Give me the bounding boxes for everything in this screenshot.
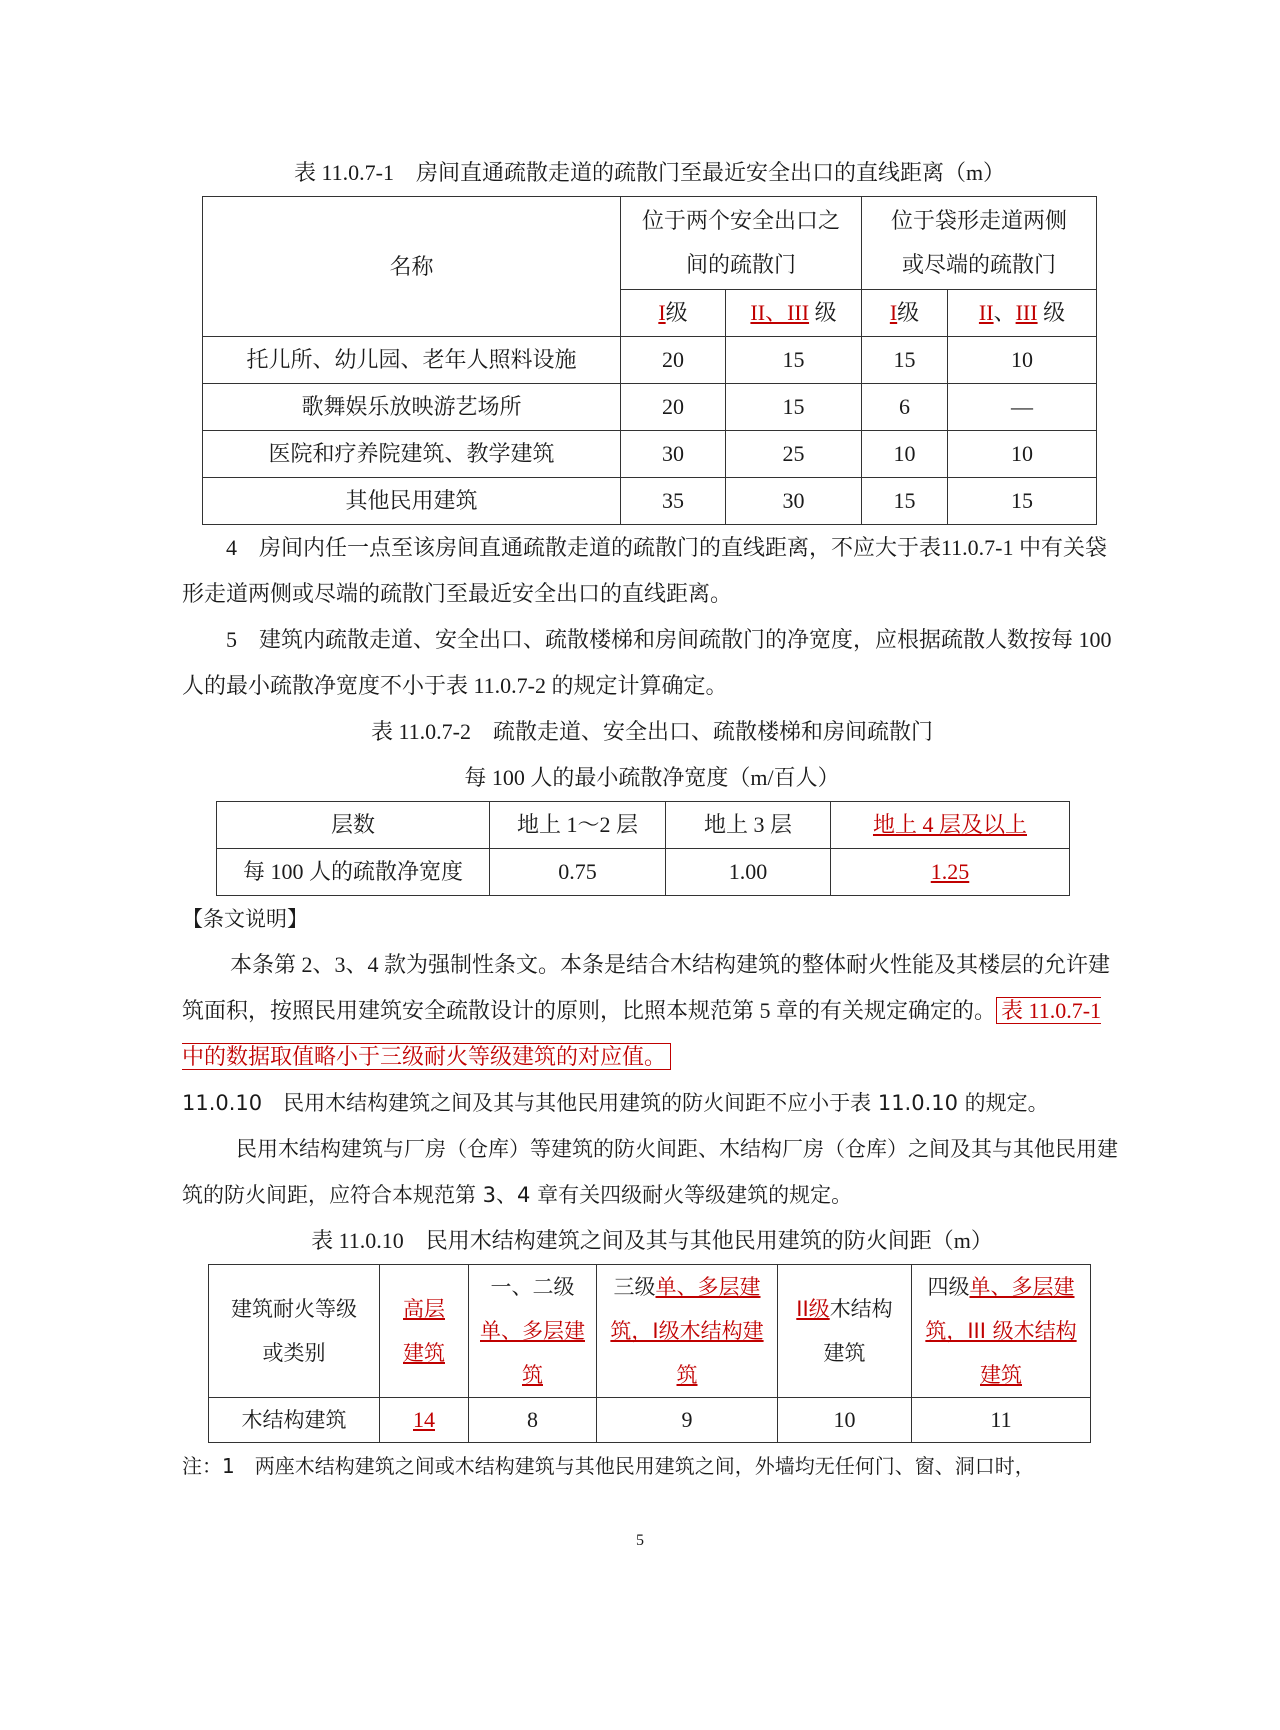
table1-caption: 表 11.0.7-1 房间直通疏散走道的疏散门至最近安全出口的直线距离（m）	[293, 160, 1006, 185]
header-group1: 位于两个安全出口之间的疏散门	[621, 197, 862, 290]
table2-caption-2: 每 100 人的最小疏散净宽度（m/百人）	[464, 765, 840, 790]
clause-11-0-10: 11.0.10 民用木结构建筑之间及其与其他民用建筑的防火间距不应小于表 11.0.10 的规定。	[182, 1091, 1049, 1115]
table-row: 层数 地上 1～2 层 地上 3 层 地上 4 层及以上	[217, 802, 1070, 849]
paragraph-5: 5 建筑内疏散走道、安全出口、疏散楼梯和房间疏散门的净宽度，应根据疏散人数按每 100 人的最小疏散净宽度不小于表 11.0.7-2 的规定计算确定。	[182, 627, 1112, 698]
table-note: 注：1 两座木结构建筑之间或木结构建筑与其他民用建筑之间，外墙均无任何门、窗、洞口时，	[182, 1454, 1035, 1478]
table-row: 其他民用建筑 35 30 15 15	[203, 478, 1097, 525]
table-row: 木结构建筑 14 8 9 10 11	[209, 1398, 1091, 1443]
header-group2: 位于袋形走道两侧或尽端的疏散门	[862, 197, 1097, 290]
sub-header: II、III 级	[726, 290, 862, 337]
table-row: 每 100 人的疏散净宽度 0.75 1.00 1.25	[217, 849, 1070, 896]
page-number: 5	[636, 1532, 644, 1549]
explanation-text: 本条第 2、3、4 款为强制性条文。本条是结合木结构建筑的整体耐火性能及其楼层的允许建筑面积，按照民用建筑安全疏散设计的原则，比照本规范第 5 章的有关规定确定的。 表 11.0.7-1 中的数据取值略小于三级耐火等级建筑的对应值。	[182, 952, 1111, 1069]
highlighted-note: 表 11.0.7-1 中的数据取值略小于三级耐火等级建筑的对应值。	[182, 998, 1102, 1069]
row-label: 木结构建筑	[209, 1398, 380, 1443]
header-name: 名称	[203, 197, 621, 337]
table-row: 歌舞娱乐放映游艺场所 20 15 6 —	[203, 384, 1097, 431]
table3: 建筑耐火等级或类别 高层建筑 一、二级单、多层建筑 三级单、多层建筑，I级木结构建筑 II级木结构建筑 四级单、多层建筑，III 级木结构建筑 木结构建筑 14 8 9 10 11	[208, 1264, 1091, 1443]
table-row: 托儿所、幼儿园、老年人照料设施 20 15 15 10	[203, 337, 1097, 384]
table2	[216, 801, 1070, 896]
clause-11-0-10-para2: 民用木结构建筑与厂房（仓库）等建筑的防火间距、木结构厂房（仓库）之间及其与其他民用建筑的防火间距，应符合本规范第 3、4 章有关四级耐火等级建筑的规定。	[182, 1137, 1118, 1207]
sub-header: II、III 级	[948, 290, 1097, 337]
sub-header: I级	[621, 290, 726, 337]
table1	[202, 196, 1097, 525]
explanation-heading: 【条文说明】	[182, 907, 308, 931]
sub-header: I级	[862, 290, 948, 337]
table3-caption: 表 11.0.10 民用木结构建筑之间及其与其他民用建筑的防火间距（m）	[311, 1228, 993, 1253]
table-row: 医院和疗养院建筑、教学建筑 30 25 10 10	[203, 431, 1097, 478]
paragraph-4: 4 房间内任一点至该房间直通疏散走道的疏散门的直线距离，不应大于表11.0.7-1 中有关袋形走道两侧或尽端的疏散门至最近安全出口的直线距离。	[182, 535, 1108, 606]
table2-caption-1: 表 11.0.7-2 疏散走道、安全出口、疏散楼梯和房间疏散门	[370, 719, 933, 744]
